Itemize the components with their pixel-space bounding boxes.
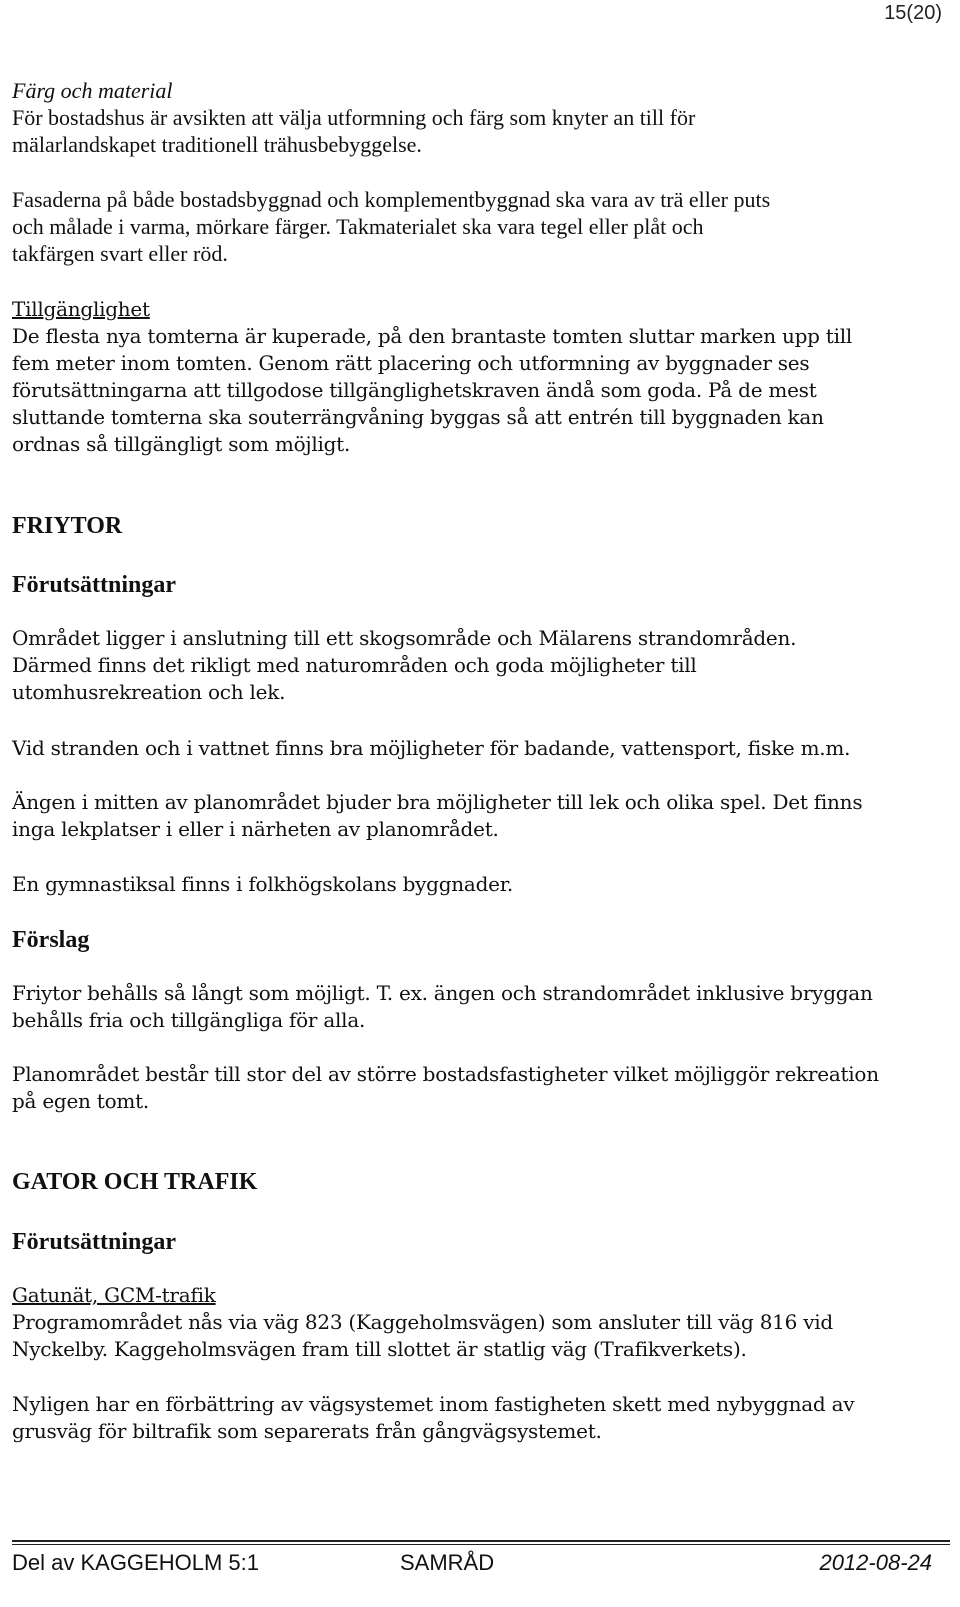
paragraph-line: Ängen i mitten av planområdet bjuder bra möjligheter till lek och olika spel. Det finns: [12, 790, 863, 814]
paragraph-stranden: [12, 735, 932, 762]
subheading-forutsattningar-gator: Förutsättningar: [12, 1229, 176, 1255]
section-title: Gatunät, GCM-trafik: [12, 1283, 216, 1307]
section-tillganglighet: [12, 296, 932, 458]
paragraph-planomradet: [12, 1061, 932, 1115]
paragraph-line: Därmed finns det rikligt med naturområden och goda möjligheter till: [12, 653, 697, 677]
paragraph-angen: [12, 789, 932, 843]
heading-friytor: FRIYTOR: [12, 513, 123, 539]
paragraph-friytor-behalls: [12, 980, 932, 1034]
paragraph-line: Vid stranden och i vattnet finns bra möjligheter för badande, vattensport, fiske m.m.: [12, 736, 851, 760]
paragraph-line: fem meter inom tomten. Genom rätt placering och utformning av byggnader ses: [12, 351, 810, 375]
paragraph-line: grusväg för biltrafik som separerats från gångvägsystemet.: [12, 1419, 602, 1443]
paragraph-line: De flesta nya tomterna är kuperade, på den brantaste tomten sluttar marken upp till: [12, 324, 853, 348]
paragraph-line: Nyligen har en förbättring av vägsystemet inom fastigheten skett med nybyggnad av: [12, 1392, 855, 1416]
heading-gator-och-trafik: GATOR OCH TRAFIK: [12, 1169, 258, 1195]
paragraph-line: på egen tomt.: [12, 1089, 149, 1113]
footer-document-name: Del av KAGGEHOLM 5:1: [12, 1550, 259, 1575]
paragraph-line: ordnas så tillgängligt som möjligt.: [12, 432, 351, 456]
paragraph-line: Programområdet nås via väg 823 (Kaggeholmsvägen) som ansluter till väg 816 vid: [12, 1310, 833, 1334]
footer-divider-thin: [12, 1544, 950, 1545]
subheading-forslag: Förslag: [12, 927, 90, 953]
section-title: Färg och material: [12, 78, 173, 103]
paragraph-line: behålls fria och tillgängliga för alla.: [12, 1008, 366, 1032]
paragraph-line: En gymnastiksal finns i folkhögskolans byggnader.: [12, 872, 513, 896]
paragraph-line: och målade i varma, mörkare färger. Takmaterialet ska vara tegel eller plåt och: [12, 214, 704, 239]
page-number: 15(20): [884, 2, 942, 24]
paragraph-line: utomhusrekreation och lek.: [12, 680, 286, 704]
paragraph-line: Nyckelby. Kaggeholmsvägen fram till slottet är statlig väg (Trafikverkets).: [12, 1337, 747, 1361]
section-title: Tillgänglighet: [12, 297, 150, 321]
subheading-forutsattningar: Förutsättningar: [12, 572, 176, 598]
paragraph-fasader: [12, 186, 932, 267]
paragraph-nyligen: [12, 1391, 932, 1445]
paragraph-omradet: [12, 625, 932, 706]
paragraph-line: För bostadshus är avsikten att välja utformning och färg som knyter an till för: [12, 105, 696, 130]
paragraph-line: Planområdet består till stor del av större bostadsfastigheter vilket möjliggör rekreation: [12, 1062, 879, 1086]
section-farg-och-material: [12, 77, 932, 158]
section-gatunat: [12, 1282, 932, 1363]
paragraph-line: förutsättningarna att tillgodose tillgänglighetskraven ändå som goda. På de mest: [12, 378, 817, 402]
paragraph-line: Fasaderna på både bostadsbyggnad och komplementbyggnad ska vara av trä eller puts: [12, 187, 771, 212]
paragraph-line: sluttande tomterna ska souterrängvåning byggas så att entrén till byggnaden kan: [12, 405, 824, 429]
paragraph-line: inga lekplatser i eller i närheten av planområdet.: [12, 817, 499, 841]
paragraph-gymnastiksal: [12, 871, 932, 898]
footer-divider: [12, 1540, 950, 1542]
paragraph-line: Friytor behålls så långt som möjligt. T. ex. ängen och strandområdet inklusive bryggan: [12, 981, 873, 1005]
footer-date: 2012-08-24: [819, 1550, 932, 1575]
paragraph-line: Området ligger i anslutning till ett skogsområde och Mälarens strandområden.: [12, 626, 797, 650]
paragraph-line: mälarlandskapet traditionell trähusbebyggelse.: [12, 132, 422, 157]
paragraph-line: takfärgen svart eller röd.: [12, 241, 228, 266]
footer-status: SAMRÅD: [400, 1550, 495, 1575]
